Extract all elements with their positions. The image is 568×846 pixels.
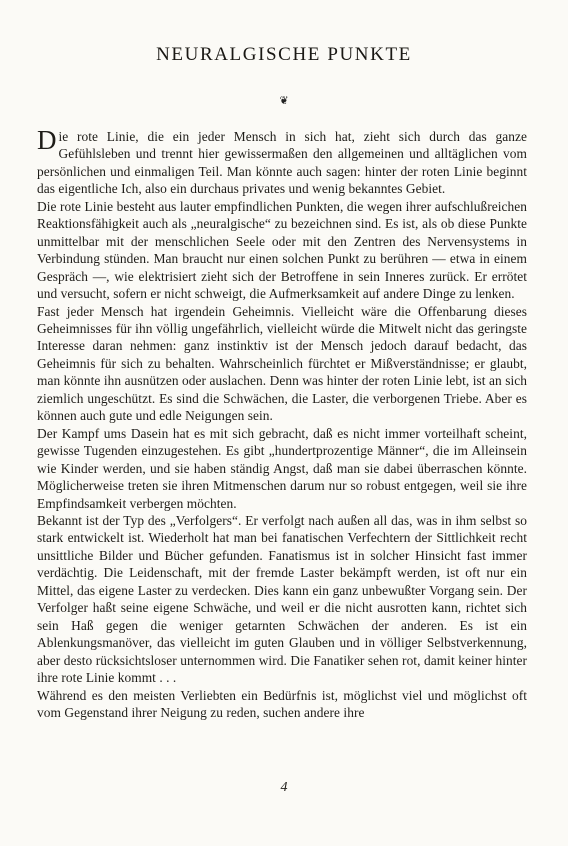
- paragraph-6: Während es den meisten Verliebten ein Bedürfnis ist, möglichst viel und möglichst oft vom Gegenstand ihrer Neigung zu reden, suchen andere ihre: [37, 687, 527, 720]
- ornament-icon: ❦: [279, 95, 289, 107]
- paragraph-1: [37, 125, 527, 198]
- paragraph-2: Die rote Linie besteht aus lauter empfindlichen Punkten, die wegen ihrer aufschlußreichen Reaktionsfähigkeit auch als „neuralgische“ zu bezeichnen sind. Es ist, als ob diese Punkte unmittelbar mit der menschlichen Seele oder mit den Zentren des Nervensystems in Verbindung stünden. Man braucht nur einen solchen Punkt zu berühren — etwa in einem Gespräch —, wie elektrisiert zieht sich der Betroffene in sein Inneres zurück. Er errötet und versucht, sofern er nicht schweigt, die Aufmerksamkeit auf andere Dinge zu lenken.: [37, 198, 527, 302]
- body-text: [37, 125, 527, 721]
- page-number: 4: [280, 780, 288, 795]
- drop-cap: D: [37, 125, 57, 155]
- paragraph-4: Der Kampf ums Dasein hat es mit sich gebracht, daß es nicht immer vorteilhaft scheint, gewisse Tugenden einzugestehen. Es gibt „hundertprozentige Männer“, die im Alleinsein wie Kinder werden, und sie haben ständig Angst, daß man sie dabei überraschen könnte. Möglicherweise treten sie ihren Mitmenschen darum nur so robust entgegen, weil sie ihre Empfindsamkeit verbergen möchten.: [37, 425, 527, 511]
- paragraph-1-text: ie rote Linie, die ein jeder Mensch in sich hat, zieht sich durch das ganze Gefühlsleben und trennt hier gewissermaßen den allgemeinen und alltäglichen vom persönlichen und einmaligen Teil. Man könnte auch sagen: hinter der roten Linie beginnt das eigentliche Ich, also ein durchaus privates und wenig bekanntes Gebiet.: [37, 129, 527, 197]
- paragraph-5: Bekannt ist der Typ des „Verfolgers“. Er verfolgt nach außen all das, was in ihm selbst so stark entwickelt ist. Wiederholt hat man bei fanatischen Verfechtern der Sittlichkeit recht unsittliche Bilder und Bücher gefunden. Fanatismus ist in solcher Hinsicht fast immer verdächtig. Die Leidenschaft, mit der fremde Laster bekämpft werden, ist oft nur ein Mittel, das eigene Laster zu verdecken. Dies kann ein ganz unbewußter Vorgang sein. Der Verfolger haßt seine eigene Schwäche, und weil er die nicht ausrotten kann, richtet sich sein Haß gegen die weniger getarnten Schwächen der anderen. Es ist ein Ablenkungsmanöver, das vielleicht im guten Glauben und in völliger Selbstverkennung, aber desto rücksichtsloser unternommen wird. Die Fanatiker sehen rot, damit keiner hinter ihre rote Linie kommt . . .: [37, 512, 527, 686]
- chapter-title: NEURALGISCHE PUNKTE: [156, 44, 412, 65]
- paragraph-3: Fast jeder Mensch hat irgendein Geheimnis. Vielleicht wäre die Offenbarung dieses Geheimnisses für ihn völlig ungefährlich, vielleicht würde die Mitwelt nicht das geringste Interesse daran nehmen: ganz instinktiv ist der Mensch jedoch darauf bedacht, das Geheimnis für sich zu behalten. Wahrscheinlich fürchtet er Mißverständnisse; er glaubt, man könnte ihn ausnützen oder auslachen. Denn was hinter der roten Linie lebt, ist an sich ziemlich ungeschützt. Es sind die Schwächen, die Laster, die verborgenen Triebe. Aber es können auch gute und edle Neigungen sein.: [37, 303, 527, 424]
